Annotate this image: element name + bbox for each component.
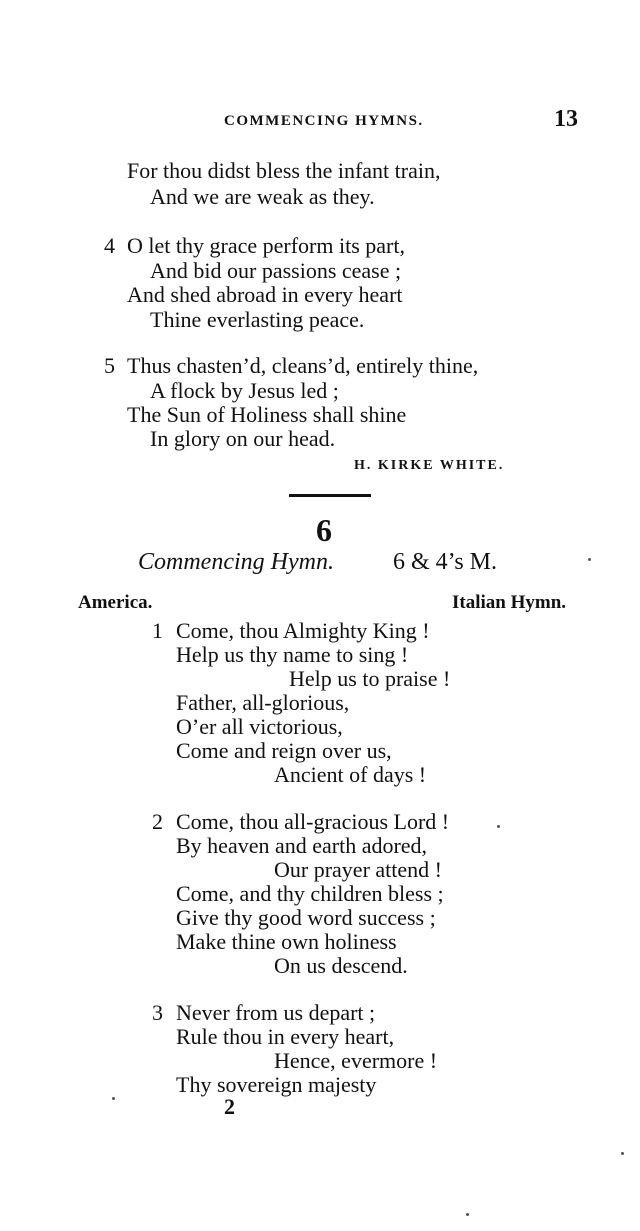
scan-speck: [112, 1097, 115, 1100]
verse-line: In glory on our head.: [150, 426, 336, 451]
verse-line: Father, all-glorious,: [176, 690, 350, 715]
verse-line: Come, thou Almighty King !: [176, 618, 430, 643]
verse-line: Thus chasten’d, cleans’d, entirely thine,: [127, 353, 479, 378]
verse-line: Come, thou all-gracious Lord !: [176, 809, 450, 834]
verse-line: For thou didst bless the infant train,: [127, 158, 441, 183]
verse-line: Never from us depart ;: [176, 1000, 376, 1025]
verse-line: Rule thou in every heart,: [176, 1024, 395, 1049]
hymn-title: Commencing Hymn.: [138, 549, 334, 575]
verse-number: 3: [152, 1000, 163, 1025]
verse-line: On us descend.: [274, 953, 408, 978]
verse-line: Hence, evermore !: [274, 1048, 438, 1073]
verse-line: Ancient of days !: [274, 762, 427, 787]
verse-line: And shed abroad in every heart: [127, 282, 403, 307]
verse-number: 4: [104, 233, 115, 258]
tune-name-right: Italian Hymn.: [452, 592, 567, 613]
verse-line: Our prayer attend !: [274, 857, 442, 882]
verse-line: The Sun of Holiness shall shine: [127, 402, 407, 427]
verse-line: Help us to praise !: [289, 666, 451, 691]
verse-line: Come, and thy children bless ;: [176, 881, 444, 906]
hymn-meter: 6 & 4’s M.: [393, 549, 498, 575]
author-attribution: H. KIRKE WHITE.: [354, 458, 505, 473]
verse-line: O let thy grace perform its part,: [127, 233, 405, 258]
verse-line: A flock by Jesus led ;: [150, 378, 339, 403]
verse-line: And bid our passions cease ;: [150, 258, 402, 283]
verse-line: Give thy good word success ;: [176, 905, 436, 930]
scan-speck: [588, 558, 591, 561]
verse-line: O’er all victorious,: [176, 714, 343, 739]
verse-number: 2: [152, 809, 163, 834]
verse-line: And we are weak as they.: [150, 184, 375, 209]
scan-speck: [466, 1213, 469, 1216]
scan-speck: [497, 825, 500, 828]
verse-line: Make thine own holiness: [176, 929, 397, 954]
signature-mark: 2: [224, 1094, 235, 1119]
verse-line: Thy sovereign majesty: [176, 1072, 377, 1097]
hymn-number: 6: [316, 512, 332, 548]
verse-number: 1: [152, 618, 163, 643]
running-head: COMMENCING HYMNS.: [224, 113, 424, 129]
section-divider: [289, 494, 371, 497]
verse-line: By heaven and earth adored,: [176, 833, 428, 858]
verse-line: Thine everlasting peace.: [150, 307, 365, 332]
page-number: 13: [554, 106, 578, 132]
verse-number: 5: [104, 353, 115, 378]
scan-speck: [621, 1152, 624, 1155]
verse-line: Help us thy name to sing !: [176, 642, 409, 667]
tune-name-left: America.: [78, 592, 153, 613]
verse-line: Come and reign over us,: [176, 738, 392, 763]
